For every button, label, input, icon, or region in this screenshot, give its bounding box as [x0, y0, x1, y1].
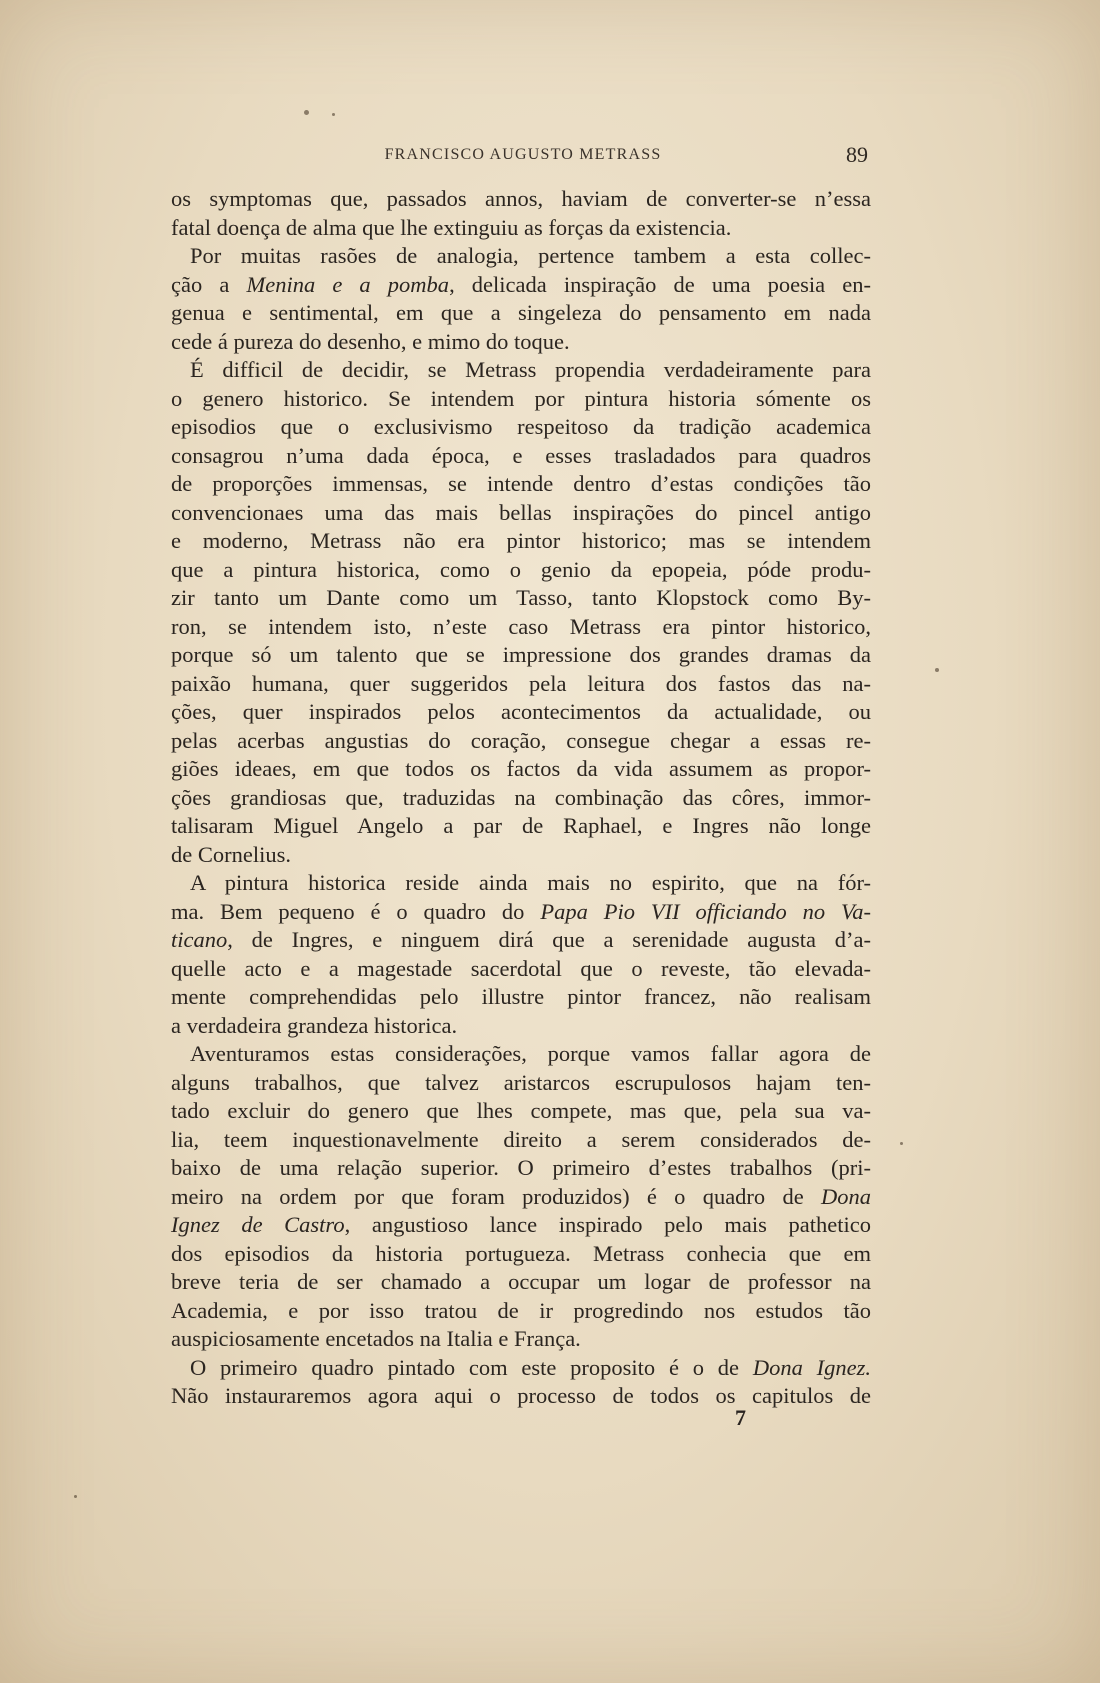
text-line: consagrou n’uma dada época, e esses trasladados para quadros: [171, 442, 871, 468]
text-line: que a pintura historica, como o genio da epopeia, póde produ-: [171, 556, 871, 582]
text-line: [171, 271, 871, 300]
text-line: porque só um talento que se impressione dos grandes dramas da: [171, 642, 871, 667]
text-fragment: , angustioso lance inspirado pelo mais pathetico: [344, 1212, 871, 1237]
paper-speck: [900, 1142, 903, 1145]
text-fragment: ção a: [171, 271, 247, 297]
text-line: lia, teem inquestionavelmente direito a serem considerados de-: [171, 1126, 871, 1152]
page-header: [178, 142, 868, 172]
text-line: paixão humana, quer suggeridos pela leitura dos fastos das na-: [171, 670, 871, 696]
text-line: giões ideaes, em que todos os factos da vida assumem as propor-: [171, 756, 871, 781]
text-line: genua e sentimental, em que a singeleza do pensamento em nada: [171, 300, 871, 325]
text-line: os symptomas que, passados annos, haviam de converter-se n’essa: [171, 186, 871, 211]
text-line: ções grandiosas que, traduzidas na combinação das côres, immor-: [171, 784, 871, 810]
italic-title: Menina e a pomba: [246, 271, 450, 297]
signature-mark: 7: [735, 1405, 746, 1430]
text-line: É difficil de decidir, se Metrass propendia verdadeiramente para: [190, 357, 871, 382]
text-fragment: meiro na ordem por que foram produzidos) é o quadro de: [171, 1183, 821, 1209]
paper-speck: [304, 110, 309, 115]
text-fragment: , de Ingres, e ninguem dirá que a serenidade augusta d’a-: [227, 927, 871, 952]
text-line: [171, 898, 871, 927]
text-line: convencionaes uma das mais bellas inspirações do pincel antigo: [171, 499, 871, 525]
text-line: cede á pureza do desenho, e mimo do toque.: [171, 328, 570, 354]
running-title: FRANCISCO AUGUSTO METRASS: [384, 146, 662, 163]
text-line: auspiciosamente encetados na Italia e França.: [171, 1326, 581, 1351]
text-line: de Cornelius.: [171, 841, 291, 867]
text-line: de proporções immensas, se intende dentro d’estas condições tão: [171, 471, 871, 496]
page-number: 89: [846, 142, 868, 167]
text-line: o genero historico. Se intendem por pintura historia sómente os: [171, 385, 871, 411]
text-line: zir tanto um Dante como um Tasso, tanto Klopstock como By-: [171, 585, 871, 610]
text-line: pelas acerbas angustias do coração, consegue chegar a essas re-: [171, 727, 871, 753]
italic-title: Dona: [821, 1183, 871, 1209]
text-line: talisaram Miguel Angelo a par de Raphael, e Ingres não longe: [171, 813, 871, 838]
italic-title: Papa Pio VII officiando no Va-: [540, 898, 872, 924]
paper-speck: [935, 668, 939, 672]
text-line: baixo de uma relação superior. O primeiro d’estes trabalhos (pri-: [171, 1155, 871, 1180]
text-line: ron, se intendem isto, n’este caso Metrass era pintor historico,: [171, 613, 871, 639]
text-line: fatal doença de alma que lhe extinguiu as forças da existencia.: [171, 214, 732, 240]
text-line: [171, 926, 871, 955]
text-fragment: O primeiro quadro pintado com este proposito é o de: [190, 1354, 753, 1380]
text-line: a verdadeira grandeza historica.: [171, 1012, 458, 1038]
text-fragment: , delicada inspiração de uma poesia en-: [449, 271, 872, 297]
text-line: mente comprehendidas pelo illustre pintor francez, não realisam: [171, 984, 871, 1009]
text-line: [171, 1211, 871, 1240]
text-line: breve teria de ser chamado a occupar um logar de professor na: [171, 1269, 871, 1294]
text-line: dos episodios da historia portugueza. Metrass conhecia que em: [171, 1240, 871, 1266]
body-text: [171, 185, 871, 1411]
text-fragment: ma. Bem pequeno é o quadro do: [171, 898, 541, 924]
text-line: alguns trabalhos, que talvez aristarcos escrupulosos hajam ten-: [171, 1069, 871, 1095]
paper-speck: [332, 113, 335, 116]
text-line: quelle acto e a magestade sacerdotal que o reveste, tão elevada-: [171, 955, 871, 981]
italic-title: Ignez de Castro: [171, 1212, 345, 1237]
text-line: e moderno, Metrass não era pintor historico; mas se intendem: [171, 528, 871, 553]
text-line: [171, 1183, 871, 1212]
text-line: A pintura historica reside ainda mais no espirito, que na fór-: [190, 870, 871, 895]
text-line: Não instauraremos agora aqui o processo de todos os capitulos de: [171, 1383, 871, 1408]
text-line: [171, 1354, 871, 1383]
text-line: ções, quer inspirados pelos acontecimentos da actualidade, ou: [171, 699, 871, 724]
text-line: episodios que o exclusivismo respeitoso da tradição academica: [171, 414, 871, 439]
text-line: Academia, e por isso tratou de ir progredindo nos estudos tão: [171, 1297, 871, 1323]
text-line: tado excluir do genero que lhes compete, mas que, pela sua va-: [171, 1098, 871, 1123]
italic-title: Dona Ignez.: [752, 1354, 871, 1380]
text-line: Por muitas rasões de analogia, pertence tambem a esta collec-: [190, 243, 871, 268]
paper-speck: [74, 1495, 77, 1498]
italic-title: ticano: [171, 927, 228, 952]
text-line: Aventuramos estas considerações, porque vamos fallar agora de: [190, 1041, 871, 1066]
